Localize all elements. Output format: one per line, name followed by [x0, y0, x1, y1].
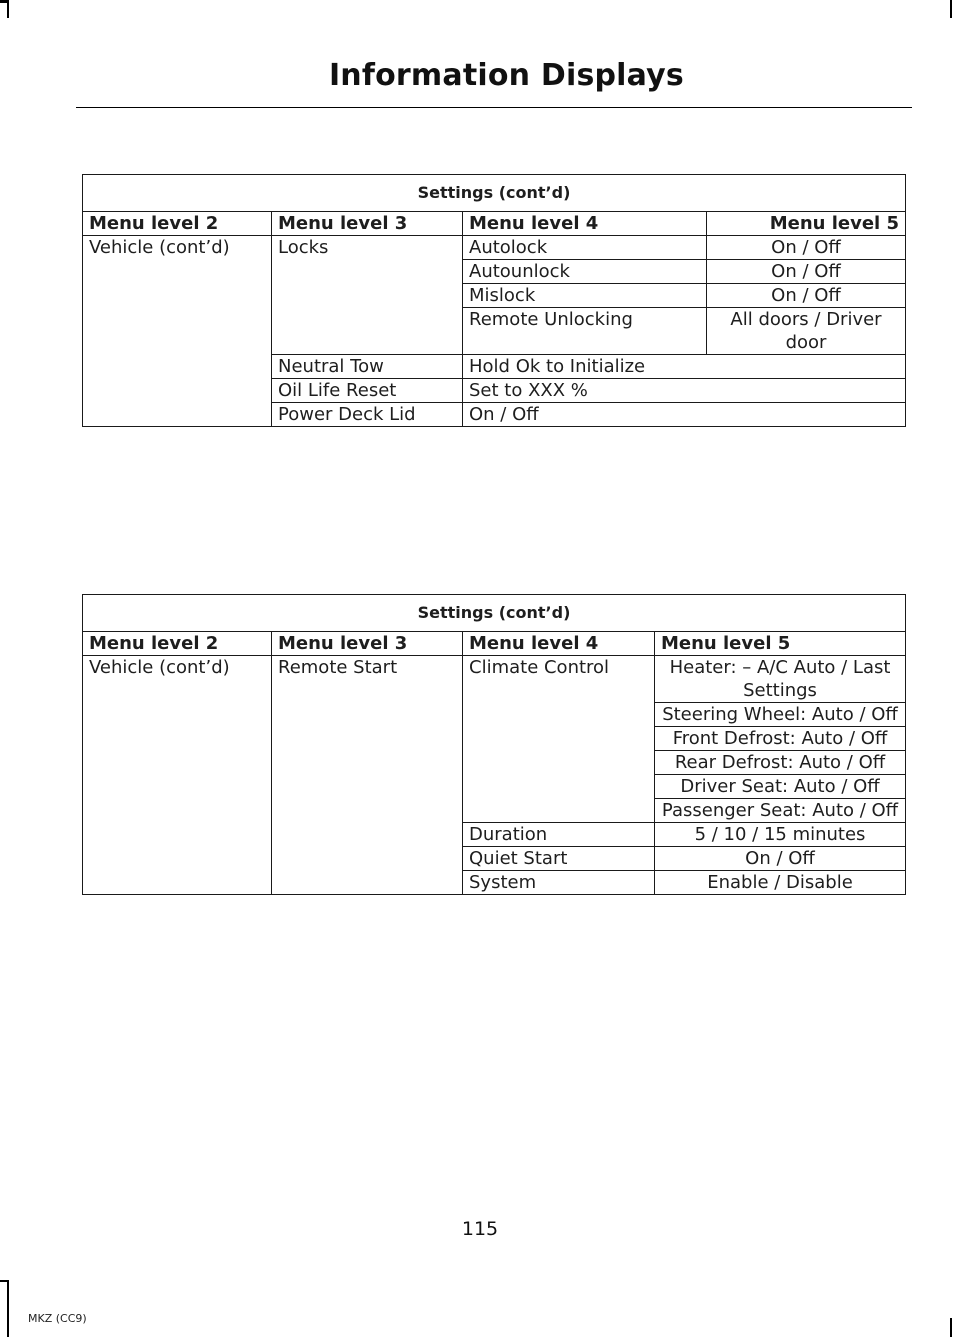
crop-mark [7, 0, 9, 18]
column-header: Menu level 3 [272, 632, 463, 656]
menu-level-4-cell: On / Off [463, 403, 906, 427]
crop-mark [0, 1280, 9, 1282]
column-header: Menu level 2 [83, 212, 272, 236]
menu-level-4-cell: Climate Control [463, 656, 655, 823]
menu-level-3-cell: Neutral Tow [272, 355, 463, 379]
menu-level-2-cell: Vehicle (cont’d) [83, 656, 272, 895]
header-divider [76, 107, 912, 108]
menu-level-5-cell: Steering Wheel: Auto / Off [655, 703, 906, 727]
menu-level-3-cell: Locks [272, 236, 463, 355]
crop-mark [950, 0, 952, 18]
footer-model: MKZ (CC9) [28, 1312, 87, 1325]
menu-level-3-cell: Power Deck Lid [272, 403, 463, 427]
menu-level-5-cell: All doors / Driver door [707, 308, 906, 355]
menu-level-2-cell: Vehicle (cont’d) [83, 236, 272, 427]
menu-level-4-cell: Autolock [463, 236, 707, 260]
crop-mark [7, 1280, 9, 1337]
menu-level-5-cell: Driver Seat: Auto / Off [655, 775, 906, 799]
menu-level-5-cell: On / Off [707, 260, 906, 284]
menu-level-4-cell: Hold Ok to Initialize [463, 355, 906, 379]
page-number: 115 [461, 1218, 499, 1240]
settings-table-2 [82, 594, 906, 895]
column-header: Menu level 5 [655, 632, 906, 656]
menu-level-3-cell: Remote Start [272, 656, 463, 895]
menu-level-4-cell: Autounlock [463, 260, 707, 284]
column-header: Menu level 3 [272, 212, 463, 236]
table-caption: Settings (cont’d) [83, 175, 906, 212]
menu-level-4-cell: Remote Unlocking [463, 308, 707, 355]
menu-level-3-cell: Oil Life Reset [272, 379, 463, 403]
crop-mark [950, 1318, 952, 1337]
crop-mark [0, 0, 7, 3]
column-header: Menu level 4 [463, 212, 707, 236]
menu-level-4-cell: System [463, 871, 655, 895]
menu-level-5-cell: 5 / 10 / 15 minutes [655, 823, 906, 847]
table-caption: Settings (cont’d) [83, 595, 906, 632]
column-header: Menu level 5 [707, 212, 906, 236]
menu-level-5-cell: Enable / Disable [655, 871, 906, 895]
menu-level-5-cell: Heater: – A/C Auto / Last Settings [655, 656, 906, 703]
menu-level-5-cell: On / Off [655, 847, 906, 871]
menu-level-4-cell: Duration [463, 823, 655, 847]
menu-level-4-cell: Set to XXX % [463, 379, 906, 403]
menu-level-5-cell: Passenger Seat: Auto / Off [655, 799, 906, 823]
menu-level-4-cell: Mislock [463, 284, 707, 308]
column-header: Menu level 2 [83, 632, 272, 656]
menu-level-5-cell: Rear Defrost: Auto / Off [655, 751, 906, 775]
menu-level-4-cell: Quiet Start [463, 847, 655, 871]
settings-table-1 [82, 174, 906, 427]
page-title: Information Displays [328, 58, 684, 93]
menu-level-5-cell: Front Defrost: Auto / Off [655, 727, 906, 751]
column-header: Menu level 4 [463, 632, 655, 656]
menu-level-5-cell: On / Off [707, 236, 906, 260]
menu-level-5-cell: On / Off [707, 284, 906, 308]
